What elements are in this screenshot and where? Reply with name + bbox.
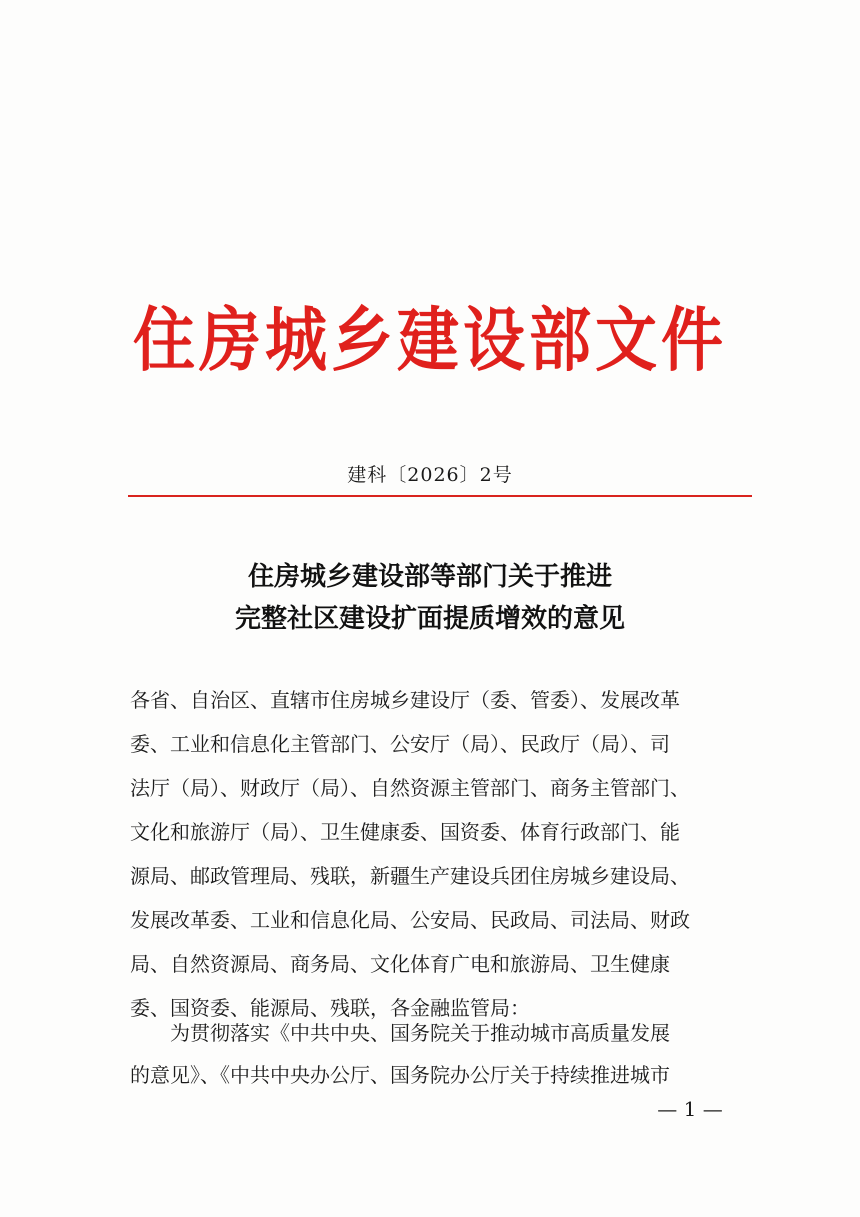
issuing-authority-header: 住房城乡建设部文件 [132,298,727,381]
page-number: — 1 — [657,1097,723,1121]
addressee-line: 发展改革委、工业和信息化局、公安局、民政局、司法局、财政 [130,908,690,932]
title-line-2: 完整社区建设扩面提质增效的意见 [234,604,625,634]
addressee-line: 法厅（局）、财政厅（局）、自然资源主管部门、商务主管部门、 [130,776,690,800]
addressee-line: 委、工业和信息化主管部门、公安厅（局）、民政厅（局）、司 [130,732,670,756]
title-line-1: 住房城乡建设部等部门关于推进 [247,562,612,592]
addressee-line: 局、自然资源局、商务局、文化体育广电和旅游局、卫生健康 [130,952,670,976]
addressee-line: 源局、邮政管理局、残联，新疆生产建设兵团住房城乡建设局、 [130,864,690,888]
document-title [0,556,860,640]
red-divider-line [128,495,752,497]
addressee-line: 各省、自治区、直辖市住房城乡建设厅（委、管委）、发展改革 [130,688,680,712]
addressee-line: 文化和旅游厅（局）、卫生健康委、国资委、体育行政部门、能 [130,820,680,844]
document-number: 建科〔2026〕2号 [347,464,513,486]
addressee-block [130,678,760,1030]
body-paragraph [130,1012,760,1096]
body-line: 为贯彻落实《中共中央、国务院关于推动城市高质量发展 [170,1021,670,1045]
addressee-line: 委、国资委、能源局、残联，各金融监管局： [130,996,530,1020]
body-line: 的意见》、《中共中央办公厅、国务院办公厅关于持续推进城市 [130,1063,670,1087]
